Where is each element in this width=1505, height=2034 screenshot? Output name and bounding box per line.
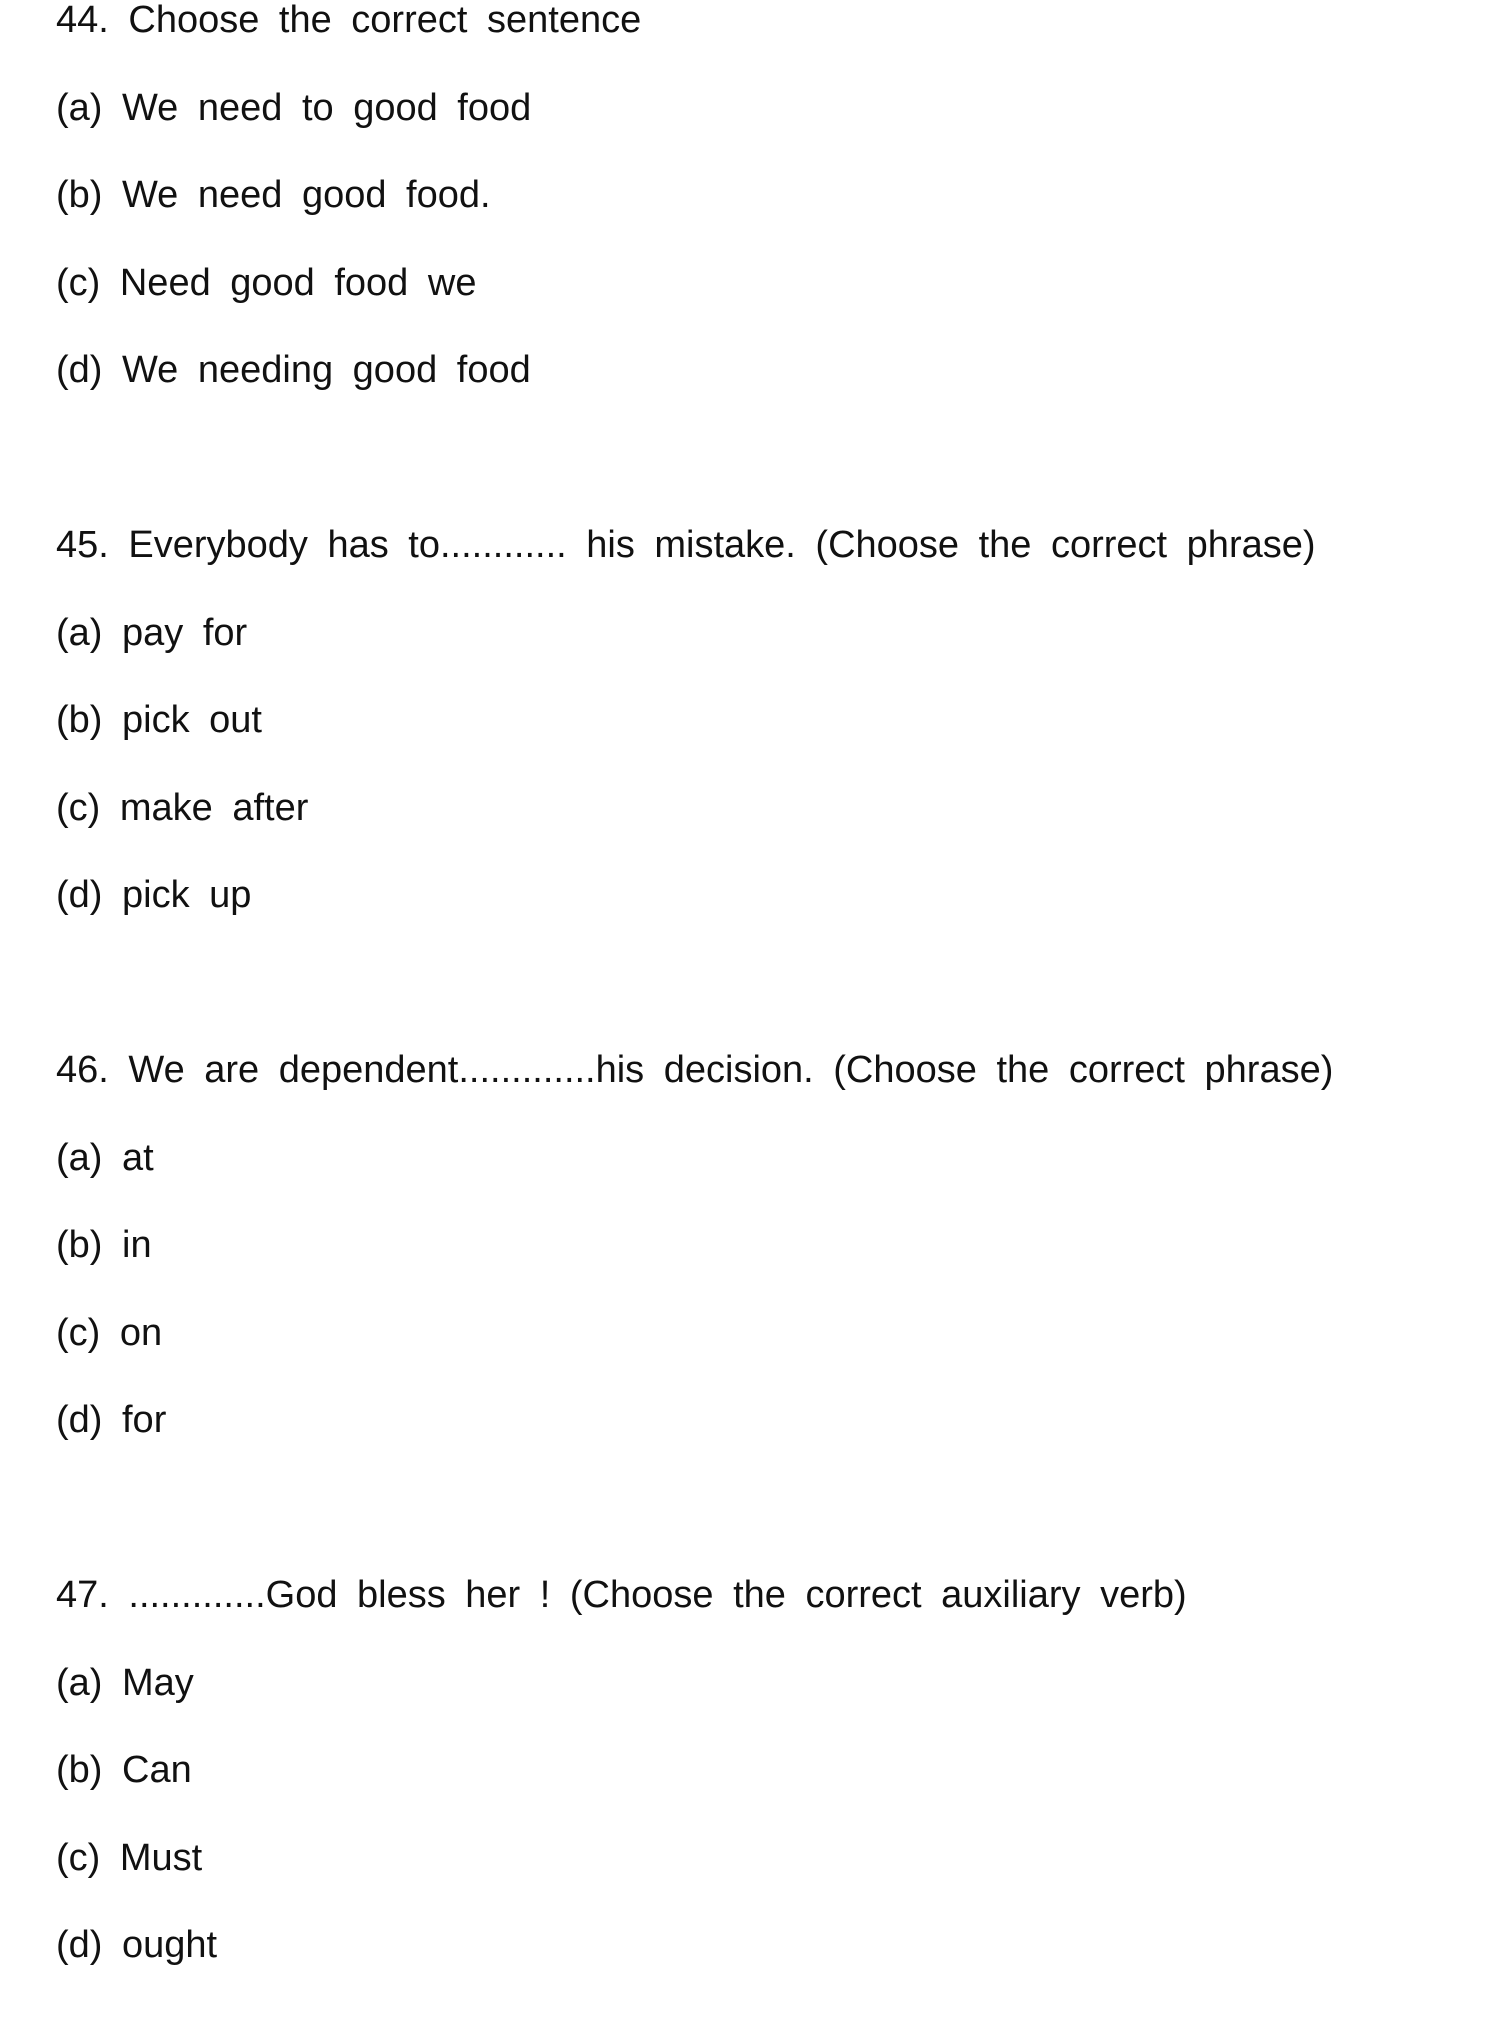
question-stem: 47. .............God bless her ! (Choose the correct auxiliary verb) <box>56 1574 1187 1616</box>
question-44 <box>56 0 1333 415</box>
question-stem: 44. Choose the correct sentence <box>56 0 642 41</box>
option-c: (c) on <box>56 1311 163 1354</box>
option-d: (d) for <box>56 1399 167 1441</box>
option-a: (a) pay for <box>56 611 248 654</box>
option-c: (c) Need good food we <box>56 261 477 304</box>
option-a: (a) at <box>56 1136 154 1179</box>
option-b: (b) in <box>56 1224 152 1266</box>
option-d: (d) pick up <box>56 874 252 916</box>
option-b: (b) We need good food. <box>56 174 491 216</box>
question-stem: 46. We are dependent.............his decision. (Choose the correct phrase) <box>56 1049 1334 1091</box>
question-45 <box>56 502 1333 940</box>
question-46 <box>56 1027 1333 1465</box>
option-d: (d) ought <box>56 1924 218 1966</box>
option-c: (c) make after <box>56 786 309 829</box>
question-47 <box>56 1552 1333 1990</box>
option-a: (a) May <box>56 1661 194 1704</box>
question-stem: 45. Everybody has to............ his mistake. (Choose the correct phrase) <box>56 524 1316 566</box>
option-b: (b) pick out <box>56 699 262 741</box>
question-list <box>56 0 1333 1990</box>
option-d: (d) We needing good food <box>56 349 531 391</box>
option-b: (b) Can <box>56 1749 192 1791</box>
option-a: (a) We need to good food <box>56 86 532 129</box>
option-c: (c) Must <box>56 1836 203 1879</box>
